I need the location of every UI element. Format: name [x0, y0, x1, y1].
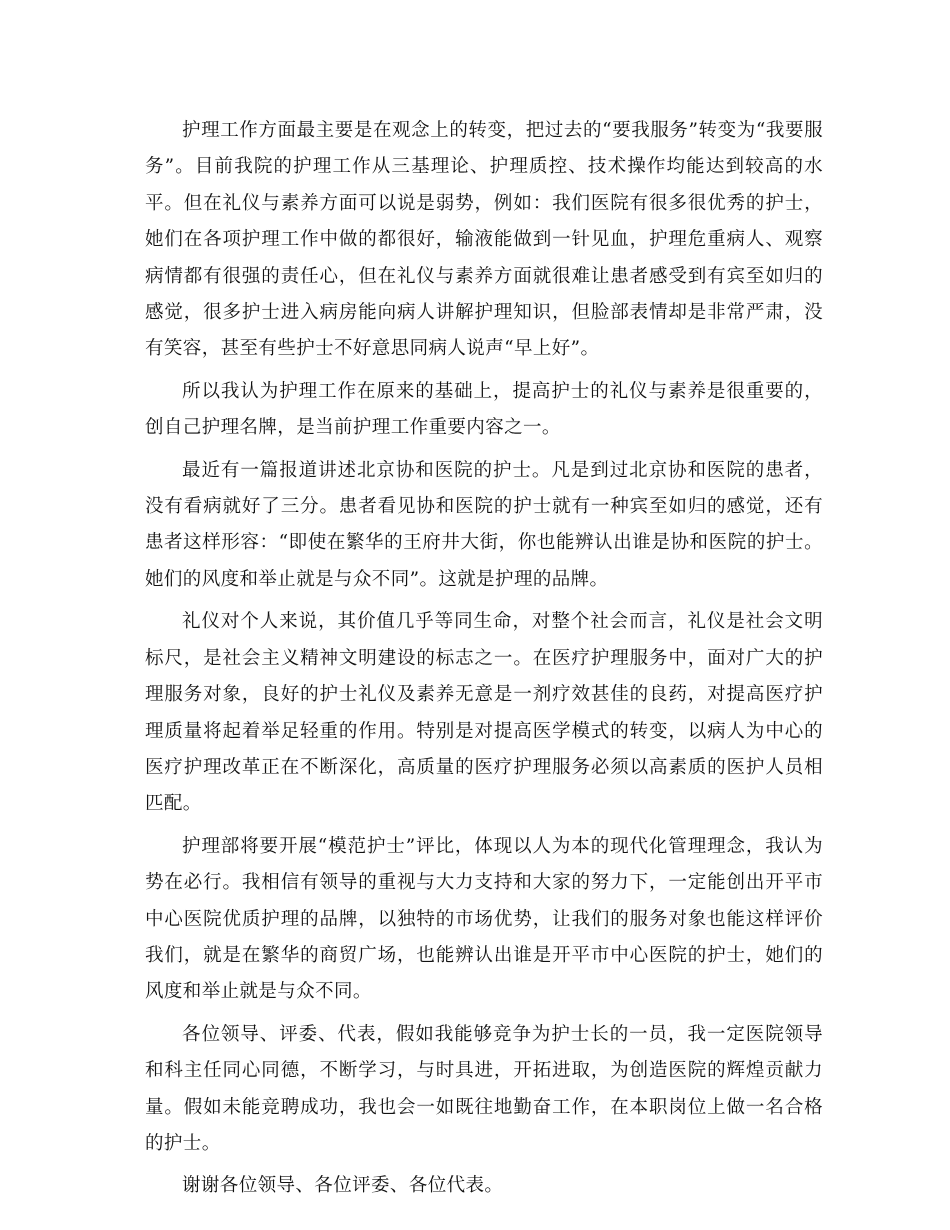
- paragraph-4: 礼仪对个人来说，其价值几乎等同生命，对整个社会而言，礼仪是社会文明标尺，是社会主义精神文明建设的标志之一。在医疗护理服务中，面对广大的护理服务对象，良好的护士礼仪及素养无意是一剂疗效甚佳的良药，对提高医疗护理质量将起着举足轻重的作用。特别是对提高医学模式的转变，以病人为中心的医疗护理改革正在不断深化，高质量的医疗护理服务必须以高素质的医护人员相匹配。: [145, 611, 823, 815]
- paragraph-6: 各位领导、评委、代表，假如我能够竞争为护士长的一员，我一定医院领导和科主任同心同德，不断学习，与时具进，开拓进取，为创造医院的辉煌贡献力量。假如未能竞聘成功，我也会一如既往地勤奋工作，在本职岗位上做一名合格的护士。: [145, 1023, 823, 1154]
- paragraph-7: 谢谢各位领导、各位评委、各位代表。: [182, 1175, 504, 1197]
- paragraph-5: 护理部将要开展“模范护士”评比，体现以人为本的现代化管理理念，我认为势在必行。我相信有领导的重视与大力支持和大家的努力下，一定能创出开平市中心医院优质护理的品牌，以独特的市场优势，让我们的服务对象也能这样评价我们，就是在繁华的商贸广场，也能辨认出谁是开平市中心医院的护士，她们的风度和举止就是与众不同。: [145, 835, 823, 1003]
- paragraph-1: 护理工作方面最主要是在观念上的转变，把过去的“要我服务”转变为“我要服务”。目前我院的护理工作从三基理论、护理质控、技术操作均能达到较高的水平。但在礼仪与素养方面可以说是弱势，例如：我们医院有很多很优秀的护士，她们在各项护理工作中做的都很好，输液能做到一针见血，护理危重病人、观察病情都有很强的责任心，但在礼仪与素养方面就很难让患者感受到有宾至如归的感觉，很多护士进入病房能向病人讲解护理知识，但脸部表情却是非常严肃，没有笑容，甚至有些护士不好意思同病人说声“早上好”。: [145, 120, 823, 360]
- paragraph-3: 最近有一篇报道讲述北京协和医院的护士。凡是到过北京协和医院的患者，没有看病就好了三分。患者看见协和医院的护士就有一种宾至如归的感觉，还有患者这样形容：“即使在繁华的王府井大街，你也能辨认出谁是协和医院的护士。她们的风度和举止就是与众不同”。这就是护理的品牌。: [145, 459, 823, 590]
- document-body: [145, 113, 823, 1211]
- paragraph-2: 所以我认为护理工作在原来的基础上，提高护士的礼仪与素养是很重要的，创自己护理名牌，是当前护理工作重要内容之一。: [145, 380, 823, 439]
